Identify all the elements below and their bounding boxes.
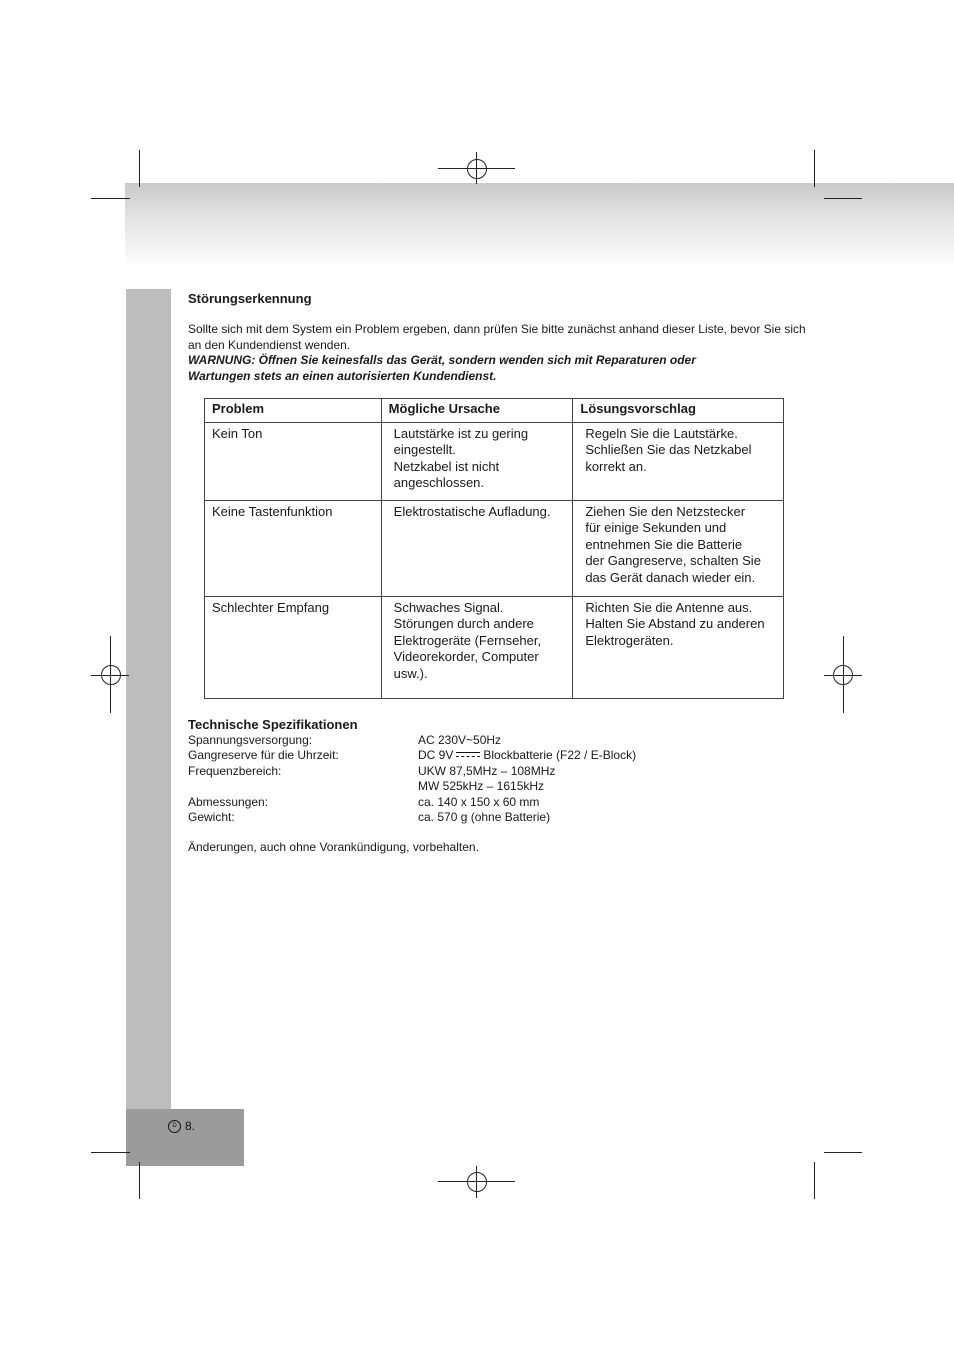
spec-row-frequency	[188, 764, 636, 779]
spec-value: MW 525kHz – 1615kHz	[418, 779, 545, 794]
cause-line: Elektrostatische Aufladung.	[393, 504, 551, 519]
registration-circle-icon	[101, 665, 121, 685]
solution-line: korrekt an.	[585, 458, 647, 474]
solution-line: Halten Sie Abstand zu anderen	[585, 616, 765, 632]
crop-mark	[91, 198, 130, 199]
solution-line: das Gerät danach wieder ein.	[585, 569, 756, 585]
crop-mark	[824, 198, 862, 199]
cause-line: angeschlossen.	[393, 475, 485, 491]
solution-line: für einige Sekunden und	[585, 520, 727, 536]
page-number-box	[126, 1109, 244, 1166]
crop-mark	[814, 150, 815, 187]
footer-note: Änderungen, auch ohne Vorankündigung, vorbehalten.	[188, 840, 479, 854]
header-cause: Mögliche Ursache	[381, 399, 573, 423]
solution-line: entnehmen Sie die Batterie	[585, 536, 743, 552]
page-number-text: 8.	[185, 1119, 196, 1133]
header-problem: Problem	[205, 399, 382, 423]
solution-line: Schließen Sie das Netzkabel	[585, 442, 752, 458]
spec-value: ca. 570 g (ohne Batterie)	[418, 810, 551, 825]
troubleshooting-title: Störungserkennung	[188, 291, 312, 306]
cause-line: usw.).	[393, 665, 428, 681]
cause-line: Schwaches Signal.	[393, 600, 504, 615]
crop-mark	[824, 1152, 862, 1153]
spec-label: Spannungsversorgung:	[188, 733, 313, 747]
solution-line: der Gangreserve, schalten Sie	[585, 553, 761, 569]
solution-cell	[573, 423, 784, 501]
spec-label: Gangreserve für die Uhrzeit:	[188, 748, 339, 763]
language-badge-icon: D	[168, 1120, 181, 1133]
problem-cell: Keine Tastenfunktion	[205, 501, 382, 597]
cause-cell	[381, 501, 573, 597]
header-solution: Lösungsvorschlag	[573, 399, 784, 423]
problem-cell: Schlechter Empfang	[205, 597, 382, 699]
specs-title: Technische Spezifikationen	[188, 717, 358, 732]
cause-cell	[381, 597, 573, 699]
crop-mark	[814, 1162, 815, 1199]
spec-label: Abmessungen:	[188, 794, 269, 809]
registration-circle-icon	[467, 1172, 487, 1192]
table-row	[205, 597, 784, 699]
side-bar	[126, 289, 171, 1109]
dc-symbol-icon	[456, 752, 480, 759]
cause-line: Netzkabel ist nicht	[393, 458, 500, 474]
spec-row-weight	[188, 810, 636, 825]
table-header-row	[205, 399, 784, 423]
crop-mark	[91, 1152, 130, 1153]
problem-cell: Kein Ton	[205, 423, 382, 501]
specs-list	[188, 733, 636, 825]
table-row	[205, 501, 784, 597]
registration-circle-icon	[833, 665, 853, 685]
table-row	[205, 423, 784, 501]
registration-circle-icon	[467, 159, 487, 179]
spec-row-dimensions	[188, 795, 636, 810]
spec-value: AC 230V~50Hz	[418, 733, 502, 747]
spec-row-backup	[188, 748, 636, 763]
crop-mark	[139, 150, 140, 187]
solution-line: Elektrogeräten.	[585, 632, 674, 648]
spec-label: Gewicht:	[188, 810, 235, 825]
solution-line: Ziehen Sie den Netzstecker	[585, 504, 746, 519]
cause-line: eingestellt.	[393, 442, 456, 458]
troubleshooting-table	[204, 398, 784, 699]
cause-line: Lautstärke ist zu gering	[393, 426, 529, 441]
spec-row-frequency-mw	[188, 779, 636, 794]
header-band	[125, 183, 954, 263]
warning-line: WARNUNG: Öffnen Sie keinesfalls das Gerät, sondern wenden sich mit Reparaturen oder	[188, 353, 696, 367]
spec-value-prefix: DC 9V	[418, 748, 454, 763]
page-number	[168, 1119, 195, 1133]
spec-value: UKW 87,5MHz – 108MHz	[418, 763, 556, 778]
spec-label: Frequenzbereich:	[188, 763, 282, 778]
spec-value-suffix: Blockbatterie (F22 / E-Block)	[483, 748, 637, 763]
spec-value	[418, 748, 636, 763]
warning-line: Wartungen stets an einen autorisierten Kundendienst.	[188, 369, 497, 383]
cause-line: Videorekorder, Computer	[393, 649, 539, 665]
spec-value: ca. 140 x 150 x 60 mm	[418, 794, 540, 809]
solution-line: Richten Sie die Antenne aus.	[585, 600, 753, 615]
spec-row-power	[188, 733, 636, 748]
cause-cell	[381, 423, 573, 501]
crop-mark	[139, 1162, 140, 1199]
warning-text	[188, 352, 808, 384]
intro-text: Sollte sich mit dem System ein Problem ergeben, dann prüfen Sie bitte zunächst anhand dieser Liste, bevor Sie sich an den Kundendienst wenden.	[188, 322, 806, 352]
cause-line: Störungen durch andere	[393, 616, 534, 632]
solution-cell	[573, 597, 784, 699]
cause-line: Elektrogeräte (Fernseher,	[393, 632, 542, 648]
solution-cell	[573, 501, 784, 597]
solution-line: Regeln Sie die Lautstärke.	[585, 426, 738, 441]
